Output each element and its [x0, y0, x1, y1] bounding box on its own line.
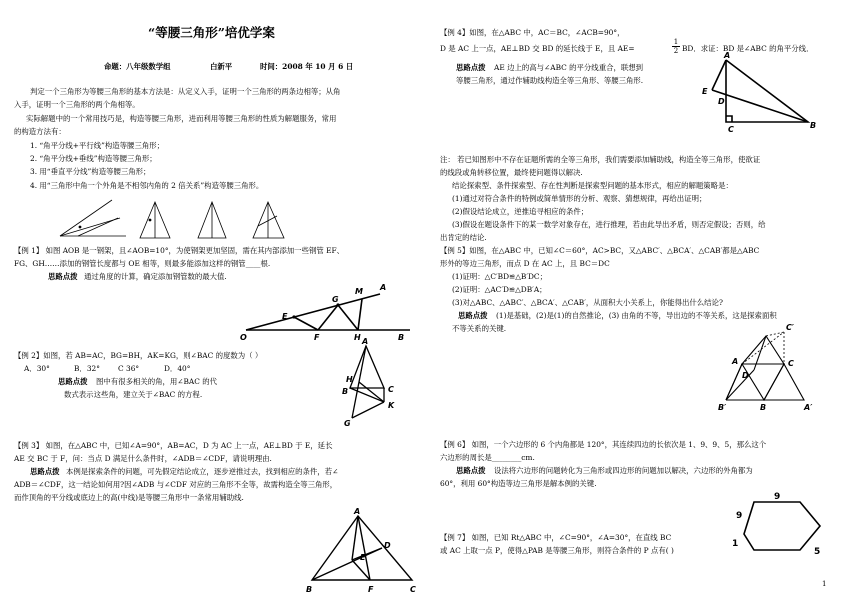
- intro-line: 判定一个三角形为等腰三角形的基本方法是：从定义入手，证明一个三角形的两条边相等；从角: [30, 87, 341, 96]
- fraction-half: [672, 38, 680, 55]
- example3-hint: ADB＝∠CDF，这一结论如何用?因∠ADB 与∠CDF 对应的三角形不全等，故需构造全等三角形，: [14, 480, 338, 489]
- example6-text: 六边形的周长是________cm.: [440, 453, 535, 462]
- fig-label: 9: [736, 511, 743, 521]
- fig-label: A: [362, 337, 369, 346]
- fig-label: H: [346, 375, 353, 384]
- example1-hint-label: 思路点拨: [48, 272, 78, 281]
- fig-label: B: [760, 403, 767, 412]
- fig-label: C: [788, 359, 794, 368]
- note-text: 结论探索型、条件探索型、存在性判断是探索型问题的基本形式，相应的解题策略是：: [452, 181, 733, 190]
- author-name: 白新平: [210, 62, 233, 71]
- example2-hint: 数式表示这些角，建立关于∠BAC 的方程.: [64, 390, 203, 399]
- example2-option: C 36°: [118, 364, 140, 373]
- fig-label: B: [398, 333, 405, 342]
- fig-label: A′: [804, 403, 813, 412]
- example4-text: D 是 AC 上一点，AE⊥BD 交 BD 的延长线于 E，且 AE=: [440, 44, 635, 53]
- fig-label: 1: [732, 539, 739, 549]
- example3-figure: [300, 508, 425, 600]
- intro-line: 实际解题中的一个常用技巧是，构造等腰三角形，进而利用等腰三角形的性质为解题服务，常用: [26, 114, 337, 123]
- example5-figure: [712, 318, 832, 416]
- fig-label: D: [742, 371, 749, 380]
- fig-label: F: [314, 333, 320, 342]
- example5-hint-label: 思路点拨: [458, 311, 488, 320]
- fig-label: G: [332, 295, 339, 304]
- example6-hint-label: 思路点拨: [456, 466, 486, 475]
- intro-line: 的构造方法有：: [14, 127, 66, 136]
- example2-figure: [330, 337, 410, 432]
- author-label: 命题：八年级数学组: [104, 62, 171, 71]
- example1-text: FG、GH……添加的钢管长度都与 OE 相等，则最多能添加这样的钢管____根.: [14, 259, 271, 268]
- fig-label: C: [728, 125, 734, 134]
- fig-label: G: [344, 419, 351, 428]
- fig-label: B: [342, 387, 349, 396]
- fig-label: B: [810, 121, 817, 130]
- time-label: 时间：2008 年 10 月 6 日: [260, 62, 354, 71]
- fraction-denominator: 2: [673, 47, 679, 55]
- example2-option: B．32°: [74, 364, 100, 373]
- fig-label: A: [380, 283, 387, 292]
- example4-text: 【例 4】如图，在△ABC 中，AC＝BC，∠ACB=90°，: [440, 28, 625, 37]
- fig-label: A: [732, 357, 739, 366]
- note-text: 注： 若已知图形中不存在证题所需的全等三角形，我们需要添加辅助线，构造全等三角形，使欲证: [440, 155, 761, 164]
- intro-line: 入手，证明一个三角形的两个角相等。: [14, 100, 140, 109]
- example1-text: 【例 1】 如图 AOB 是一钢架，且∠AOB=10°，为使钢架更加坚固，需在其内部添加一些钢管 EF、: [14, 246, 345, 255]
- example4-hint: 等腰三角形，通过作辅助线构造全等三角形、等腰三角形.: [456, 76, 644, 85]
- method-item: 2. “角平分线+垂线”构造等腰三角形；: [30, 154, 157, 163]
- fig-label: C: [410, 585, 416, 594]
- fig-label: H: [354, 333, 361, 342]
- fig-label: C′: [786, 323, 794, 332]
- fig-label: A: [724, 51, 731, 60]
- example5-text: (1)证明：△C′BD≌△B′DC；: [452, 272, 547, 281]
- fig-label: D: [718, 97, 725, 106]
- example3-hint: 而作顶角的平分线或底边上的高(中线)是等腰三角形中一条常用辅助线.: [14, 493, 244, 502]
- fig-label: O: [240, 333, 247, 342]
- example6-figure: [726, 494, 836, 562]
- example7-text: 【例 7】 如图，已知 Rt△ABC 中，∠C=90°，∠A=30°，在直线 BC: [440, 533, 672, 542]
- fig-label: E: [702, 87, 708, 96]
- method-item: 3. 用“垂直平分线”构造等腰三角形；: [30, 167, 151, 176]
- page-number: 1: [822, 580, 827, 588]
- example4-hint-label: 思路点拨: [456, 63, 486, 72]
- fig-label: E: [282, 312, 288, 321]
- example4-figure: [698, 52, 828, 140]
- example7-text: 或 AC 上取一点 P，使得△PAB 是等腰三角形，则符合条件的 P 点有( ): [440, 546, 674, 555]
- fig-label: D: [384, 541, 391, 550]
- fig-label: F: [368, 585, 374, 594]
- example5-text: 形外的等边三角形，而点 D 在 AC 上，且 BC＝DC: [440, 259, 610, 268]
- example2-hint-label: 思路点拨: [58, 377, 88, 386]
- fig-label: A: [354, 507, 361, 516]
- fraction-numerator: 1: [673, 38, 679, 46]
- example6-hint: 设法将六边形的问题转化为三角形或四边形的问题加以解决，六边形的外角都为: [494, 466, 753, 475]
- example2-option: D．40°: [164, 364, 191, 373]
- fig-label: 5: [814, 547, 821, 557]
- example3-hint-label: 思路点拨: [30, 467, 60, 476]
- example5-text: (2)证明：△AC′D≌△DB′A；: [452, 285, 547, 294]
- example2-text: 【例 2】如图，若 AB=AC，BG=BH，AK=KG，则∠BAC 的度数为（ ）: [14, 351, 263, 360]
- example1-hint: 通过角度的计算，确定添加钢管数的最大值.: [84, 272, 227, 281]
- example3-text: 【例 3】 如图，在△ABC 中，已知∠A=90°，AB=AC，D 为 AC 上一点，AE⊥BD 于 E，延长: [14, 441, 333, 450]
- example2-hint: 图中有很多相关的角，用∠BAC 的代: [96, 377, 218, 386]
- method-item: 1. “角平分线+平行线”构造等腰三角形；: [30, 141, 165, 150]
- note-text: (2)假设结论成立，逆推追寻相应的条件；: [452, 207, 589, 216]
- fig-label: B′: [718, 403, 727, 412]
- method-figures: [60, 196, 300, 244]
- fig-label: B: [306, 585, 313, 594]
- example5-text: 【例 5】如图，在△ABC 中，已知∠C＝60°，AC>BC，又△ABC′、△BCA′、△CAB′都是△ABC: [440, 246, 760, 255]
- note-text: 出肯定的结论.: [440, 233, 487, 242]
- fig-label: K: [388, 401, 395, 410]
- method-item: 4. 用“三角形中角一个外角是不相邻内角的 2 倍关系”构造等腰三角形。: [30, 181, 264, 190]
- note-text: (1)通过对符合条件的特例或简单情形的分析、观察、猜想规律，再给出证明；: [452, 194, 707, 203]
- example4-hint: AE 边上的高与∠ABC 的平分线重合，联想到: [494, 63, 644, 72]
- page-title: “等腰三角形”培优学案: [148, 25, 275, 40]
- fig-label: 9: [774, 492, 781, 502]
- example5-hint: (1)是基础，(2)是(1)的自然推论，(3) 由角的不等，导出边的不等关系，这是探索面积: [496, 311, 777, 320]
- fig-label: E: [360, 553, 366, 562]
- example1-figure: [240, 282, 420, 344]
- example5-text: (3)对△ABC、△ABC′、△BCA′、△CAB′，从面积大小关系上，你能得出什么结论?: [452, 298, 723, 307]
- fig-label: M: [355, 287, 363, 296]
- example4-text: BD．求证：BD 是∠ABC 的角平分线．: [682, 44, 814, 53]
- example3-text: AE 交 BC 于 F，问：当点 D 满足什么条件时，∠ADB＝∠CDF，请说明理由.: [14, 454, 272, 463]
- fig-label: C: [388, 385, 394, 394]
- example6-text: 【例 6】 如图，一个六边形的 6 个内角都是 120°，其连续四边的长依次是 1、9、9、5，那么这个: [440, 440, 767, 449]
- example5-hint: 不等关系的关键.: [452, 324, 507, 333]
- example3-hint: 本例是探索条件的问题，可先假定结论成立，逐步逆推过去，找到相应的条件，若∠: [66, 467, 339, 476]
- note-text: 的线段或角转移位置，最终使问题得以解决.: [440, 168, 583, 177]
- example6-hint: 60°，利用 60°构造等边三角形是解本例的关键.: [440, 479, 597, 488]
- example2-option: A．30°: [24, 364, 50, 373]
- note-text: (3)假设在题设条件下的某一数学对象存在，进行推理，若由此导出矛盾，则否定假设；否则，给: [452, 220, 766, 229]
